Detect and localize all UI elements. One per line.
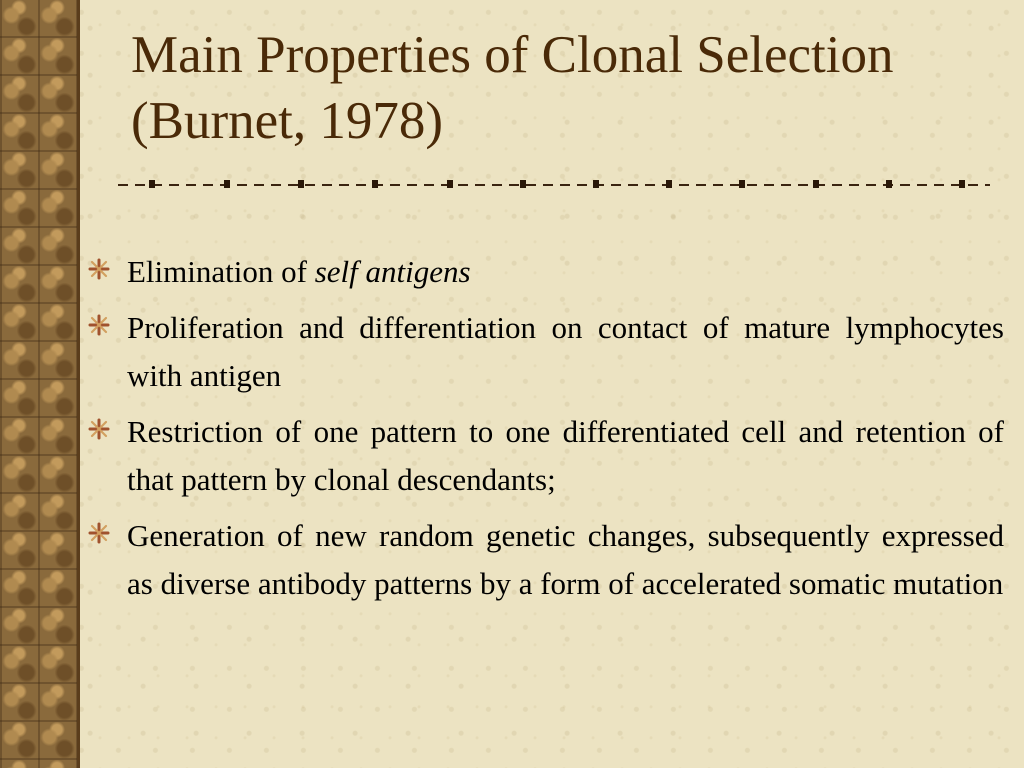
asterisk-star-icon bbox=[88, 418, 110, 440]
bullet-text: Generation of new random genetic changes, subsequently expressed as diverse antibody patterns by a form of accelerated somatic mutation bbox=[127, 518, 1004, 601]
bullet-text: Restriction of one pattern to one differentiated cell and retention of that pattern by clonal descendants; bbox=[127, 414, 1004, 497]
bullet-item bbox=[88, 408, 1004, 504]
bullet-emphasis: self antigens bbox=[314, 254, 471, 289]
title-divider bbox=[118, 184, 990, 186]
bullet-text: Elimination of bbox=[127, 254, 315, 289]
asterisk-star-icon bbox=[88, 258, 110, 280]
bullet-item bbox=[88, 248, 1004, 296]
sidebar-border bbox=[77, 0, 80, 768]
bullet-text: Proliferation and differentiation on contact of mature lymphocytes with antigen bbox=[127, 310, 1004, 393]
bullet-item bbox=[88, 304, 1004, 400]
asterisk-star-icon bbox=[88, 314, 110, 336]
slide-title: Main Properties of Clonal Selection (Burnet, 1978) bbox=[131, 26, 894, 150]
asterisk-star-icon bbox=[88, 522, 110, 544]
bullet-item bbox=[88, 512, 1004, 608]
decorative-sidebar bbox=[0, 0, 77, 768]
bullet-list bbox=[88, 248, 1004, 616]
